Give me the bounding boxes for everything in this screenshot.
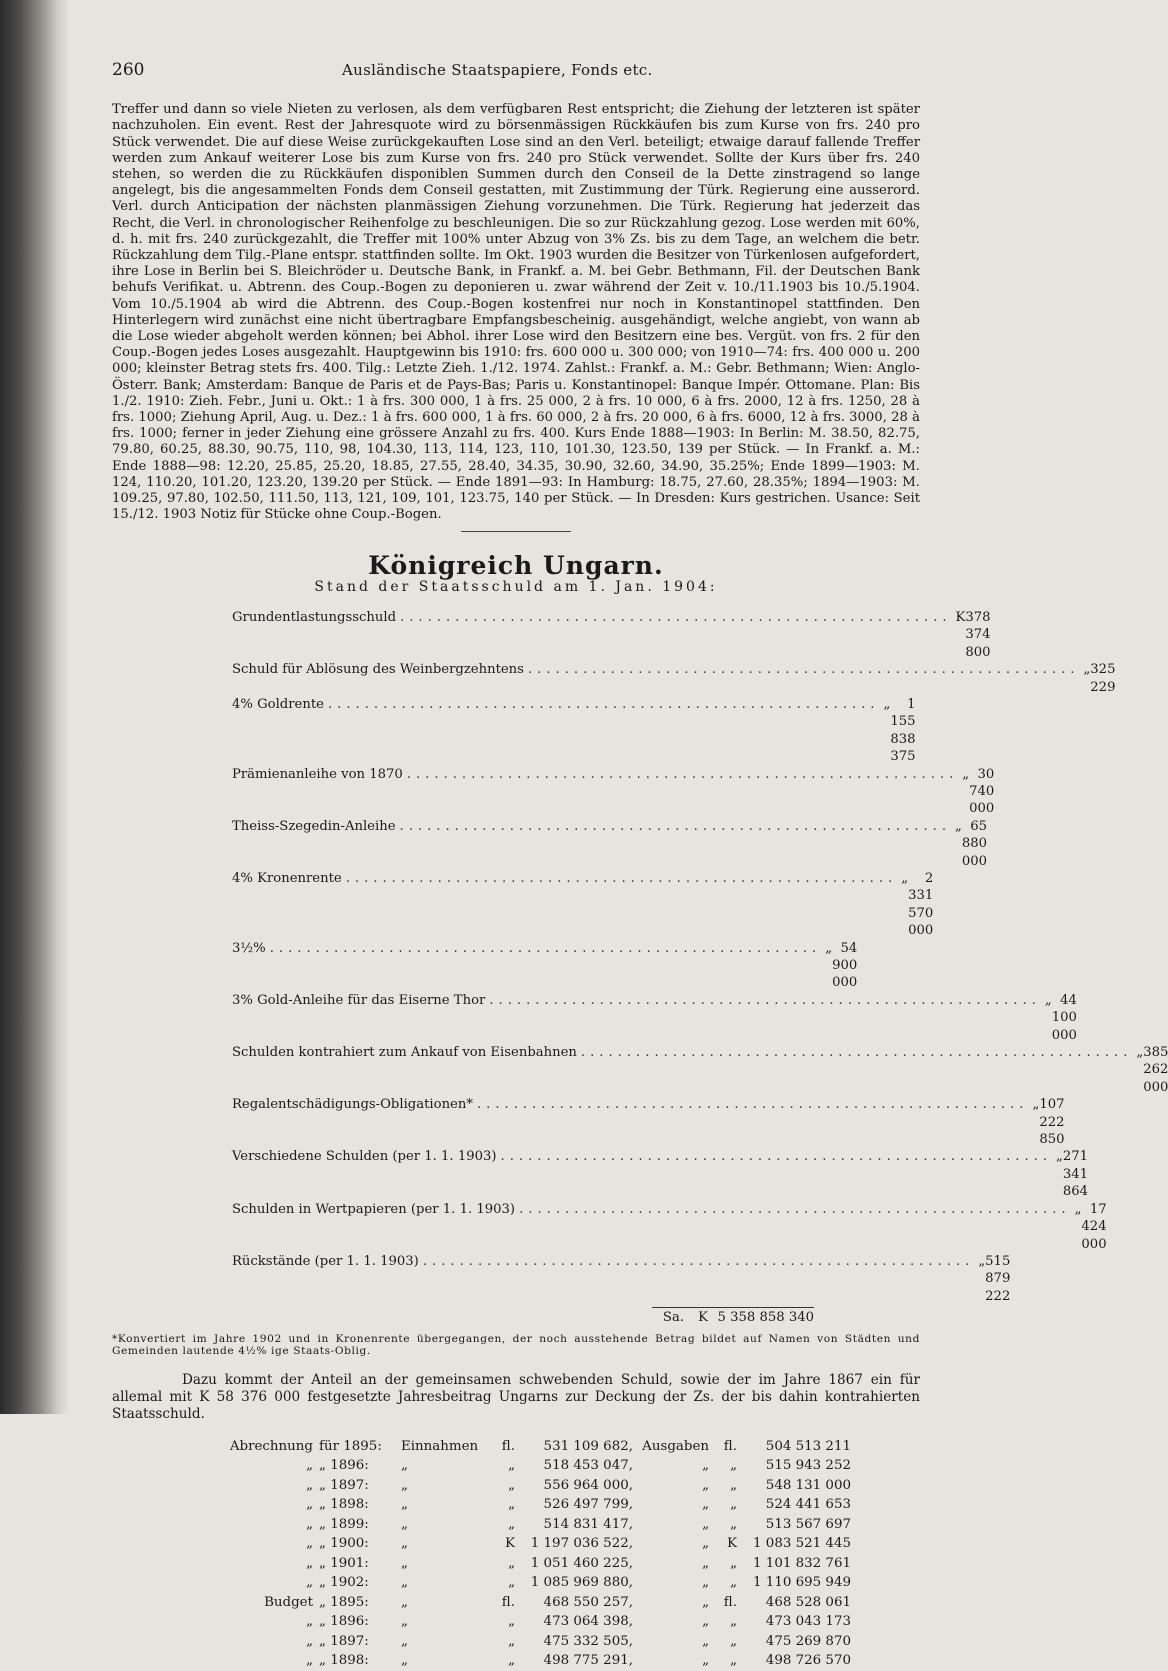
- acct-year: 1898:: [330, 1653, 369, 1669]
- debt-row: [232, 818, 988, 870]
- acct-prefix: „: [319, 1516, 326, 1532]
- acct-year-cell: [313, 1437, 401, 1457]
- acct-label: „: [306, 1497, 313, 1513]
- debt-value: 17 424 000: [1081, 1201, 1107, 1252]
- acct-income-value: 498 775 291,: [543, 1653, 633, 1669]
- acct-expense-unit: „: [730, 1555, 737, 1571]
- debt-row: [232, 1044, 1168, 1096]
- debt-value: 54 900 000: [832, 940, 858, 991]
- acct-income-unit: „: [508, 1555, 515, 1571]
- acct-prefix: „: [319, 1594, 326, 1610]
- acct-prefix: „: [319, 1497, 326, 1513]
- debt-row: [232, 661, 1116, 696]
- debt-currency: „: [1074, 1201, 1082, 1217]
- acct-prefix: „: [319, 1614, 326, 1630]
- acct-income-unit: „: [508, 1653, 515, 1669]
- acct-label: Abrechnung: [229, 1438, 313, 1454]
- section-subtitle: Stand der Staatsschuld am 1. Jan. 1904:: [314, 578, 718, 595]
- acct-expense-label: Ausgaben: [642, 1438, 709, 1454]
- debt-currency: K: [955, 609, 966, 625]
- debt-value: 515 879 222: [985, 1253, 1011, 1304]
- debt-value: 378 374 800: [965, 609, 991, 660]
- leader-dots: ............................................................: [269, 940, 822, 956]
- acct-year-cell: [313, 1573, 401, 1593]
- acct-income-label: „: [401, 1633, 408, 1649]
- debt-label: 4% Kronenrente: [232, 870, 342, 886]
- acct-income-value: 526 497 799,: [543, 1497, 633, 1513]
- acct-income-value: 1 085 969 880,: [530, 1575, 633, 1591]
- debt-row: [232, 696, 916, 766]
- debt-value: 385 262 000: [1143, 1045, 1168, 1095]
- acct-prefix: „: [319, 1575, 326, 1591]
- debt-total-row: [652, 1307, 814, 1326]
- acct-year: 1895:: [343, 1438, 382, 1454]
- accounts-table: [210, 1437, 920, 1671]
- acct-income-value: 531 109 682,: [543, 1438, 633, 1454]
- debt-total-label: Sa.: [662, 1310, 684, 1326]
- acct-expense-value: 498 726 570: [765, 1653, 851, 1669]
- acct-income-unit: „: [508, 1575, 515, 1591]
- acct-expense-label: „: [702, 1536, 709, 1552]
- acct-expense-unit: K: [726, 1536, 737, 1552]
- acct-income-value: 468 550 257,: [543, 1594, 633, 1610]
- debt-value: 65 880 000: [961, 818, 988, 869]
- acct-label: „: [306, 1477, 313, 1493]
- acct-row: [210, 1632, 920, 1652]
- acct-income-unit: fl.: [501, 1594, 515, 1610]
- debt-currency: „: [1032, 1097, 1040, 1113]
- acct-year: 1897:: [330, 1477, 369, 1493]
- footnote: *Konvertiert im Jahre 1902 und in Kronenrente übergegangen, der noch ausstehende Betrag bildet auf Namen von Städten und Gemeinden lautende 4½% ige Staats-Oblig.: [112, 1332, 920, 1358]
- acct-row: [210, 1534, 920, 1554]
- debt-row: [232, 870, 934, 940]
- acct-row: [210, 1651, 920, 1671]
- acct-year: 1896:: [330, 1614, 369, 1630]
- leader-dots: ............................................................: [327, 696, 880, 712]
- acct-prefix: „: [319, 1477, 326, 1493]
- acct-expense-value: 1 083 521 445: [753, 1536, 851, 1552]
- leader-dots: ............................................................: [406, 766, 959, 782]
- section-title: Königreich Ungarn.: [368, 551, 664, 581]
- acct-expense-label: „: [702, 1575, 709, 1591]
- acct-income-unit: K: [504, 1536, 515, 1552]
- page-header: [112, 62, 920, 78]
- debt-value: 107 222 850: [1039, 1097, 1065, 1148]
- acct-prefix: „: [319, 1555, 326, 1571]
- acct-income-label: „: [401, 1575, 408, 1591]
- acct-income-value: 473 064 398,: [543, 1614, 633, 1630]
- debt-label: Verschiedene Schulden (per 1. 1. 1903): [232, 1149, 497, 1165]
- debt-label: 4% Goldrente: [232, 696, 324, 712]
- acct-label: Budget: [264, 1594, 313, 1610]
- acct-expense-value: 504 513 211: [765, 1438, 851, 1454]
- acct-expense-label: „: [702, 1614, 709, 1630]
- leader-dots: ............................................................: [580, 1045, 1133, 1061]
- debt-total-value: 5 358 858 340: [717, 1310, 814, 1326]
- acct-income-unit: „: [508, 1633, 515, 1649]
- acct-income-unit: „: [508, 1516, 515, 1532]
- acct-income-label: „: [401, 1614, 408, 1630]
- debt-value: 271 341 864: [1062, 1149, 1089, 1200]
- acct-income-label: „: [401, 1477, 408, 1493]
- debt-currency: „: [1056, 1149, 1063, 1165]
- acct-expense-unit: „: [730, 1633, 737, 1649]
- debt-currency: „: [955, 818, 962, 834]
- acct-year-cell: [313, 1632, 401, 1652]
- leader-dots: ............................................................: [489, 992, 1041, 1008]
- acct-expense-unit: fl.: [723, 1594, 737, 1610]
- acct-expense-label: „: [702, 1458, 709, 1474]
- acct-prefix: „: [319, 1633, 326, 1649]
- leader-dots: ............................................................: [422, 1253, 975, 1269]
- debt-label: Schuld für Ablösung des Weinbergzehntens: [232, 662, 524, 678]
- acct-label: „: [306, 1614, 313, 1630]
- acct-income-unit: „: [508, 1458, 515, 1474]
- debt-label: Schulden in Wertpapieren (per 1. 1. 1903): [232, 1201, 516, 1217]
- acct-expense-value: 524 441 653: [765, 1497, 851, 1513]
- debt-currency: „: [901, 870, 909, 886]
- acct-expense-value: 1 101 832 761: [753, 1555, 851, 1571]
- acct-expense-value: 473 043 173: [765, 1614, 851, 1630]
- leader-dots: ............................................................: [527, 662, 1080, 678]
- section-divider: [461, 531, 571, 532]
- acct-row: [210, 1612, 920, 1632]
- acct-expense-unit: „: [730, 1614, 737, 1630]
- acct-year-cell: [313, 1593, 401, 1613]
- acct-year-cell: [313, 1534, 401, 1554]
- debt-currency: „: [1083, 662, 1091, 678]
- debt-label: Regalentschädigungs-Obligationen*: [232, 1097, 473, 1113]
- debt-value: 44 100 000: [1051, 992, 1077, 1043]
- leader-dots: ............................................................: [399, 818, 952, 834]
- acct-label: „: [306, 1575, 313, 1591]
- acct-income-value: 514 831 417,: [543, 1516, 633, 1532]
- acct-label: „: [306, 1516, 313, 1532]
- acct-year: 1897:: [330, 1633, 369, 1649]
- acct-row: [210, 1476, 920, 1496]
- acct-expense-label: „: [702, 1555, 709, 1571]
- debt-table: [232, 609, 1168, 1327]
- debt-row: [232, 1201, 1107, 1253]
- acct-label: „: [306, 1536, 313, 1552]
- acct-year-cell: [313, 1612, 401, 1632]
- acct-year-cell: [313, 1515, 401, 1535]
- leader-dots: ............................................................: [519, 1201, 1071, 1217]
- acct-income-label: „: [401, 1458, 408, 1474]
- book-binding-shadow: [0, 0, 70, 1414]
- acct-expense-label: „: [702, 1497, 709, 1513]
- acct-income-unit: fl.: [501, 1438, 515, 1454]
- debt-label: Rückstände (per 1. 1. 1903): [232, 1253, 419, 1269]
- acct-expense-unit: „: [730, 1477, 737, 1493]
- acct-income-value: 475 332 505,: [543, 1633, 633, 1649]
- acct-year-cell: [313, 1456, 401, 1476]
- acct-income-label: „: [401, 1594, 408, 1610]
- acct-year-cell: [313, 1651, 401, 1671]
- debt-row: [232, 992, 1077, 1044]
- acct-expense-value: 548 131 000: [765, 1477, 851, 1493]
- acct-expense-value: 515 943 252: [765, 1458, 851, 1474]
- debt-value: 30 740 000: [969, 766, 995, 817]
- acct-year: 1898:: [330, 1497, 369, 1513]
- acct-year-cell: [313, 1554, 401, 1574]
- leader-dots: ............................................................: [500, 1149, 1053, 1165]
- acct-prefix: „: [319, 1458, 326, 1474]
- acct-year: 1895:: [330, 1594, 369, 1610]
- acct-year: 1902:: [330, 1575, 369, 1591]
- acct-label: „: [306, 1555, 313, 1571]
- acct-year-cell: [313, 1476, 401, 1496]
- acct-expense-label: „: [702, 1594, 709, 1610]
- acct-expense-unit: „: [730, 1575, 737, 1591]
- debt-row: [232, 609, 991, 661]
- debt-label: 3% Gold-Anleihe für das Eiserne Thor: [232, 992, 486, 1008]
- acct-label: „: [306, 1633, 313, 1649]
- acct-label: „: [306, 1458, 313, 1474]
- acct-year: 1899:: [330, 1516, 369, 1532]
- debt-row: [232, 766, 995, 818]
- acct-income-unit: „: [508, 1614, 515, 1630]
- acct-year: 1896:: [330, 1458, 369, 1474]
- debt-row: [232, 1148, 1089, 1200]
- acct-row: [210, 1495, 920, 1515]
- acct-income-unit: „: [508, 1497, 515, 1513]
- acct-income-label: „: [401, 1536, 408, 1552]
- leader-dots: ............................................................: [345, 870, 898, 886]
- debt-currency: „: [825, 940, 833, 956]
- acct-year-cell: [313, 1495, 401, 1515]
- acct-year: 1901:: [330, 1555, 369, 1571]
- acct-row: [210, 1456, 920, 1476]
- acct-income-label: „: [401, 1497, 408, 1513]
- page-number: 260: [112, 60, 145, 80]
- acct-expense-value: 468 528 061: [765, 1594, 851, 1610]
- acct-income-value: 1 197 036 522,: [530, 1536, 633, 1552]
- debt-currency: „: [962, 766, 970, 782]
- acct-year: 1900:: [330, 1536, 369, 1552]
- acct-row: [210, 1437, 920, 1457]
- debt-label: 3½%: [232, 940, 266, 956]
- acct-expense-unit: „: [730, 1653, 737, 1669]
- acct-expense-label: „: [702, 1516, 709, 1532]
- acct-income-unit: „: [508, 1477, 515, 1493]
- debt-currency: „: [1044, 992, 1052, 1008]
- debt-currency: „: [978, 1253, 986, 1269]
- acct-income-value: 556 964 000,: [543, 1477, 633, 1493]
- acct-expense-value: 475 269 870: [765, 1633, 851, 1649]
- acct-expense-value: 1 110 695 949: [753, 1575, 851, 1591]
- debt-label: Theiss-Szegedin-Anleihe: [232, 818, 396, 834]
- debt-currency: „: [883, 696, 891, 712]
- acct-expense-label: „: [702, 1653, 709, 1669]
- acct-income-label: „: [401, 1555, 408, 1571]
- debt-row: [232, 1096, 1065, 1148]
- debt-value: 1 155 838 375: [890, 696, 916, 765]
- contribution-paragraph: Dazu kommt der Anteil an der gemeinsamen schwebenden Schuld, sowie der im Jahre 1867 ein für allemal mit K 58 376 000 festgesetzte Jahresbeitrag Ungarns zur Deckung der Zs. der bis dahin kontrahierten Staatsschuld.: [112, 1371, 920, 1422]
- acct-label: „: [306, 1653, 313, 1669]
- acct-prefix: „: [319, 1653, 326, 1669]
- acct-row: [210, 1573, 920, 1593]
- acct-expense-unit: fl.: [723, 1438, 737, 1454]
- acct-row: [210, 1554, 920, 1574]
- debt-row: [232, 940, 858, 992]
- acct-expense-value: 513 567 697: [765, 1516, 851, 1532]
- acct-income-value: 1 051 460 225,: [530, 1555, 633, 1571]
- acct-expense-label: „: [702, 1477, 709, 1493]
- acct-expense-unit: „: [730, 1458, 737, 1474]
- acct-expense-label: „: [702, 1633, 709, 1649]
- acct-row: [210, 1515, 920, 1535]
- acct-prefix: für: [319, 1438, 339, 1454]
- debt-label: Grundentlastungsschuld: [232, 609, 397, 625]
- debt-row: [232, 1253, 1011, 1305]
- debt-label: Schulden kontrahiert zum Ankauf von Eisenbahnen: [232, 1045, 577, 1061]
- leader-dots: ............................................................: [476, 1097, 1029, 1113]
- debt-currency: „: [1136, 1045, 1144, 1061]
- debt-total-currency: K: [698, 1310, 708, 1326]
- book-page: [112, 60, 1168, 1671]
- acct-prefix: „: [319, 1536, 326, 1552]
- leader-dots: ............................................................: [400, 609, 952, 625]
- acct-row: [210, 1593, 920, 1613]
- acct-expense-unit: „: [730, 1497, 737, 1513]
- acct-income-label: „: [401, 1653, 408, 1669]
- intro-paragraph: Treffer und dann so viele Nieten zu verlosen, als dem verfügbaren Rest entspricht; die Ziehung der letzteren ist später nachzuholen. Ein event. Rest der Jahresquote wird zu börsenmässigen Rückkäufen bis zum Kurse von frs. 240 pro Stück verwendet. Die auf diese Weise zurückgekauften Lose sind an den Verl. beteiligt; etwaige darauf fallende Treffer werden zum Ankauf weiterer Lose bis zum Kurse von frs. 240 pro Stück verwendet. Sollte der Kurs über frs. 240 stehen, so werden die zu Rückkäufen disponiblen Summen durch den Conseil de la Dette zinstragend so lange angelegt, bis die angesammelten Fonds dem Conseil gestatten, mit Zustimmung der Türk. Regierung eine ausserord. Verl. durch Anticipation der nächsten planmässigen Ziehung vorzunehmen. Die Türk. Regierung hat jederzeit das Recht, die Verl. in chronologischer Reihenfolge zu beschleunigen. Die so zur Rückzahlung gezog. Lose werden mit 60%, d. h. mit frs. 240 zurückgezahlt, die Treffer mit 100% unter Abzug von 3% Zs. bis zu dem Tage, an welchem die betr. Rückzahlung dem Tilg.-Plane entspr. stattfinden sollte. Im Okt. 1903 wurden die Besitzer von Türkenlosen aufgefordert, ihre Lose in Berlin bei S. Bleichröder u. Deutsche Bank, in Frankf. a. M. bei Gebr. Bethmann, Fil. der Deutschen Bank behufs Verifikat. u. Abtrenn. des Coup.-Bogen zu deponieren u. zwar während der Zeit v. 10./11.1903 bis 10./5.1904. Vom 10./5.1904 ab wird die Abtrenn. des Coup.-Bogen kostenfrei nur noch in Konstantinopel stattfinden. Den Hinterlegern wird zunächst eine nicht übertragbare Empfangsbescheinig. ausgehändigt, welche angiebt, von wann ab die Lose wieder abgeholt werden können; bei Abhol. ihrer Lose wird den Besitzern eine bes. Vergüt. von frs. 2 für den Coup.-Bogen jedes Loses ausgezahlt. Hauptgewinn bis 1910: frs. 600 000 u. 300 000; von 1910—74: frs. 400 000 u. 200 000; kleinster Betrag stets frs. 400. Tilg.: Letzte Zieh. 1./12. 1974. Zahlst.: Frankf. a. M.: Gebr. Bethmann; Wien: Anglo-Österr. Bank; Amsterdam: Banque de Paris et de Pays-Bas; Paris u. Konstantinopel: Banque Impér. Ottomane. Plan: Bis 1./2. 1910: Zieh. Febr., Juni u. Okt.: 1 à frs. 300 000, 1 à frs. 25 000, 2 à frs. 10 000, 6 à frs. 2000, 12 à frs. 1250, 28 à frs. 1000; Ziehung April, Aug. u. Dez.: 1 à frs. 600 000, 1 à frs. 60 000, 2 à frs. 20 000, 6 à frs. 6000, 12 à frs. 3000, 28 à frs. 1000; ferner in jeder Ziehung eine grössere Anzahl zu frs. 400. Kurs Ende 1888—1903: In Berlin: M. 38.50, 82.75, 79.80, 60.25, 88.30, 90.75, 110, 98, 104.30, 113, 114, 123, 110, 101.30, 123.50, 139 per Stück. — In Frankf. a. M.: Ende 1888—98: 12.20, 25.85, 25.20, 18.85, 27.55, 28.40, 34.35, 30.90, 32.60, 34.90, 35.25%; Ende 1899—1903: M. 124, 110.20, 101.20, 123.20, 139.20 per Stück. — Ende 1891—93: In Hamburg: 18.75, 27.60, 28.35%; 1894—1903: M. 109.25, 97.80, 102.50, 111.50, 113, 121, 109, 101, 123.75, 140 per Stück. — In Dresden: Kurs gestrichen. Usance: Seit 15./12. 1903 Notiz für Stücke ohne Coup.-Bogen.: [112, 102, 920, 523]
- acct-income-label: „: [401, 1516, 408, 1532]
- running-title: Ausländische Staatspapiere, Fonds etc.: [342, 61, 653, 79]
- debt-value: 2 331 570 000: [908, 870, 934, 939]
- acct-income-label: Einnahmen: [401, 1438, 479, 1454]
- acct-expense-unit: „: [730, 1516, 737, 1532]
- debt-value: 325 229: [1090, 662, 1116, 695]
- acct-income-value: 518 453 047,: [543, 1458, 633, 1474]
- debt-label: Prämienanleihe von 1870: [232, 766, 403, 782]
